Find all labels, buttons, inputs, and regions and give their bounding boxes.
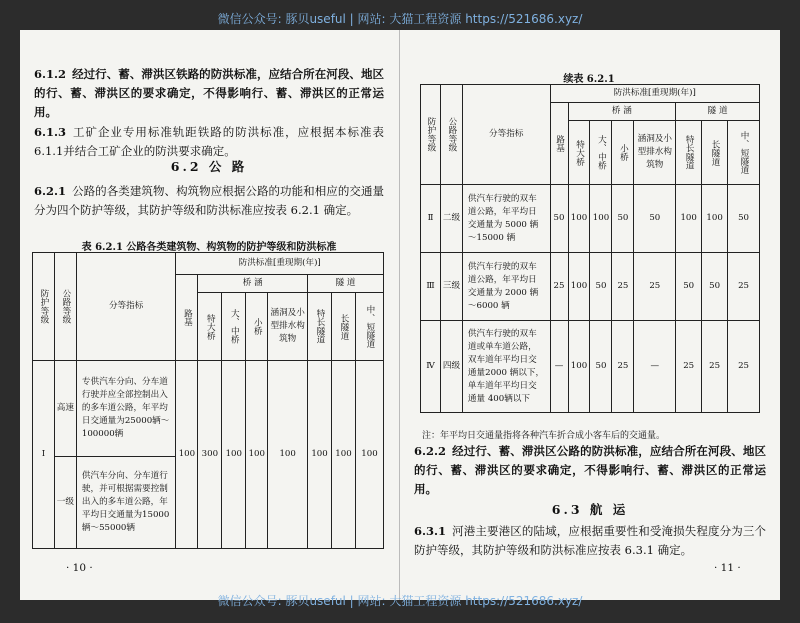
cell-value: 25 bbox=[702, 321, 728, 413]
cell-value: 100 bbox=[702, 185, 728, 253]
cell-grade: 二级 bbox=[440, 185, 462, 253]
header-index: 分等指标 bbox=[462, 85, 550, 185]
cell-value: 50 bbox=[702, 253, 728, 321]
table-row bbox=[421, 185, 760, 253]
cell-value: 100 bbox=[246, 361, 268, 549]
cell-value: 100 bbox=[568, 321, 590, 413]
cell-desc: 供汽车行驶的双车道公路，年平均日交通量为 2000 辆～6000 辆 bbox=[462, 253, 550, 321]
cell-grade: 高速 bbox=[54, 361, 76, 457]
table-6-2-1 bbox=[32, 252, 384, 549]
cell-level: Ⅰ bbox=[33, 361, 55, 549]
cell-level: Ⅳ bbox=[421, 321, 441, 413]
cell-value: 25 bbox=[550, 253, 568, 321]
clause-6-1-3 bbox=[34, 123, 384, 161]
section-heading-6-3: 6.3 航 运 bbox=[551, 502, 629, 517]
cell-value: 100 bbox=[222, 361, 246, 549]
clause-number: 6.3.1 bbox=[414, 524, 447, 538]
header-short-tunnel: 中、短隧道 bbox=[728, 121, 760, 185]
cell-value: 25 bbox=[728, 321, 760, 413]
watermark-top: 微信公众号: 豚贝useful | 网站: 大猫工程资源 https://521686.xyz/ bbox=[217, 12, 583, 26]
clause-text: 河港主要港区的陆域，应根据重要性和受淹损失程度分为三个防护等级，其防护等级和防洪标准应按表 6.3.1 确定。 bbox=[414, 524, 766, 557]
cell-value: — bbox=[550, 321, 568, 413]
cell-value: 100 bbox=[332, 361, 356, 549]
header-protect-grade: 防护等级 bbox=[33, 253, 55, 361]
cell-desc: 供汽车分向、分车道行驶，并可根据需要控制出入的多车道公路，年平均日交通量为15000辆～55000辆 bbox=[76, 457, 176, 549]
watermark-bottom: 微信公众号: 豚贝useful | 网站: 大猫工程资源 https://521686.xyz/ bbox=[217, 594, 583, 608]
cell-desc: 供汽车行驶的双车道公路，年平均日交通量为 5000 辆～15000 辆 bbox=[462, 185, 550, 253]
cell-level: Ⅲ bbox=[421, 253, 441, 321]
table-caption: 表 6.2.1 公路各类建筑物、构筑物的防护等级和防洪标准 bbox=[81, 242, 337, 253]
cell-level: Ⅱ bbox=[421, 185, 441, 253]
clause-text: 经过行、蓄、滞洪区铁路的防洪标准，应结合所在河段、地区的行、蓄、滞洪区的要求确定，不得影响行、蓄、滞洪区的正常运用。 bbox=[34, 67, 384, 119]
clause-number: 6.2.2 bbox=[414, 444, 447, 458]
page-number-left: · 10 · bbox=[66, 562, 93, 574]
cell-value: — bbox=[634, 321, 676, 413]
cell-value: 100 bbox=[268, 361, 308, 549]
header-bridge: 桥 涵 bbox=[568, 103, 676, 121]
header-long-tunnel: 特长隧道 bbox=[308, 293, 332, 361]
clause-6-2-1 bbox=[34, 182, 384, 220]
cell-value: 100 bbox=[590, 185, 612, 253]
header-tunnel: 隧 道 bbox=[308, 275, 384, 293]
cell-value: 300 bbox=[198, 361, 222, 549]
clause-6-3-1 bbox=[414, 522, 766, 560]
header-culvert: 涵洞及小型排水构筑物 bbox=[634, 121, 676, 185]
header-mid-long-tunnel: 长隧道 bbox=[702, 121, 728, 185]
clause-number: 6.1.3 bbox=[34, 125, 67, 139]
clause-text: 工矿企业专用标准轨距铁路的防洪标准，应根据本标准表6.1.1并结合工矿企业的防洪要求确定。 bbox=[34, 125, 384, 158]
cell-value: 100 bbox=[176, 361, 198, 549]
cell-desc: 供汽车行驶的双车道或单车道公路，双车道年平均日交通量2000 辆以下，单车道年平均日交通量 400辆以下 bbox=[462, 321, 550, 413]
clause-6-2-2 bbox=[414, 442, 766, 499]
header-mid-long-tunnel: 长隧道 bbox=[332, 293, 356, 361]
header-small-bridge: 小桥 bbox=[612, 121, 634, 185]
table-row bbox=[421, 321, 760, 413]
cell-value: 100 bbox=[568, 253, 590, 321]
header-flood-standard: 防洪标准[重现期(年)] bbox=[176, 253, 384, 275]
header-bridge: 桥 涵 bbox=[198, 275, 308, 293]
cell-value: 25 bbox=[612, 321, 634, 413]
cell-value: 100 bbox=[568, 185, 590, 253]
cell-value: 50 bbox=[550, 185, 568, 253]
header-tunnel: 隧 道 bbox=[676, 103, 760, 121]
clause-text: 公路的各类建筑物、构筑物应根据公路的功能和相应的交通量分为四个防护等级，其防护等级和防洪标准应按表 6.2.1 确定。 bbox=[34, 184, 384, 217]
table-6-2-1-continued bbox=[420, 84, 760, 413]
header-protect-grade: 防护等级 bbox=[421, 85, 441, 185]
left-page bbox=[20, 30, 400, 600]
clause-number: 6.1.2 bbox=[34, 67, 67, 81]
cell-value: 100 bbox=[308, 361, 332, 549]
header-flood-standard: 防洪标准[重现期(年)] bbox=[550, 85, 759, 103]
cell-value: 50 bbox=[590, 253, 612, 321]
clause-6-1-2 bbox=[34, 65, 384, 122]
section-heading-6-2: 6.2 公 路 bbox=[170, 159, 248, 174]
header-roadbed: 路基 bbox=[176, 275, 198, 361]
cell-value: 50 bbox=[612, 185, 634, 253]
cell-value: 100 bbox=[676, 185, 702, 253]
right-page bbox=[400, 30, 780, 600]
cell-value: 25 bbox=[676, 321, 702, 413]
cell-value: 50 bbox=[634, 185, 676, 253]
cell-grade: 一级 bbox=[54, 457, 76, 549]
header-lm-bridge: 大、中桥 bbox=[222, 293, 246, 361]
header-small-bridge: 小桥 bbox=[246, 293, 268, 361]
header-lm-bridge: 大、中桥 bbox=[590, 121, 612, 185]
header-index: 分等指标 bbox=[76, 253, 176, 361]
table-row bbox=[421, 253, 760, 321]
cell-value: 50 bbox=[590, 321, 612, 413]
table-row bbox=[33, 361, 384, 457]
clause-text: 经过行、蓄、滞洪区公路的防洪标准，应结合所在河段、地区的行、蓄、滞洪区的要求确定，不得影响行、蓄、滞洪区的正常运用。 bbox=[414, 444, 766, 496]
header-culvert: 涵洞及小型排水构筑物 bbox=[268, 293, 308, 361]
cell-grade: 三级 bbox=[440, 253, 462, 321]
header-xl-bridge: 特大桥 bbox=[198, 293, 222, 361]
table-note: 注：年平均日交通量指将各种汽车折合成小客车后的交通量。 bbox=[422, 431, 666, 441]
header-road-grade: 公路等级 bbox=[440, 85, 462, 185]
table-continued-caption: 续表 6.2.1 bbox=[563, 74, 615, 85]
clause-number: 6.2.1 bbox=[34, 184, 67, 198]
cell-value: 50 bbox=[676, 253, 702, 321]
cell-desc: 专供汽车分向、分车道行驶并应全部控制出入的多车道公路，年平均日交通量为25000辆～100000辆 bbox=[76, 361, 176, 457]
header-long-tunnel: 特长隧道 bbox=[676, 121, 702, 185]
header-xl-bridge: 特大桥 bbox=[568, 121, 590, 185]
cell-value: 100 bbox=[355, 361, 383, 549]
cell-value: 25 bbox=[634, 253, 676, 321]
header-road-grade: 公路等级 bbox=[54, 253, 76, 361]
cell-value: 50 bbox=[728, 185, 760, 253]
cell-value: 25 bbox=[728, 253, 760, 321]
header-roadbed: 路基 bbox=[550, 103, 568, 185]
header-short-tunnel: 中、短隧道 bbox=[355, 293, 383, 361]
cell-value: 25 bbox=[612, 253, 634, 321]
cell-grade: 四级 bbox=[440, 321, 462, 413]
page-number-right: · 11 · bbox=[714, 562, 741, 574]
